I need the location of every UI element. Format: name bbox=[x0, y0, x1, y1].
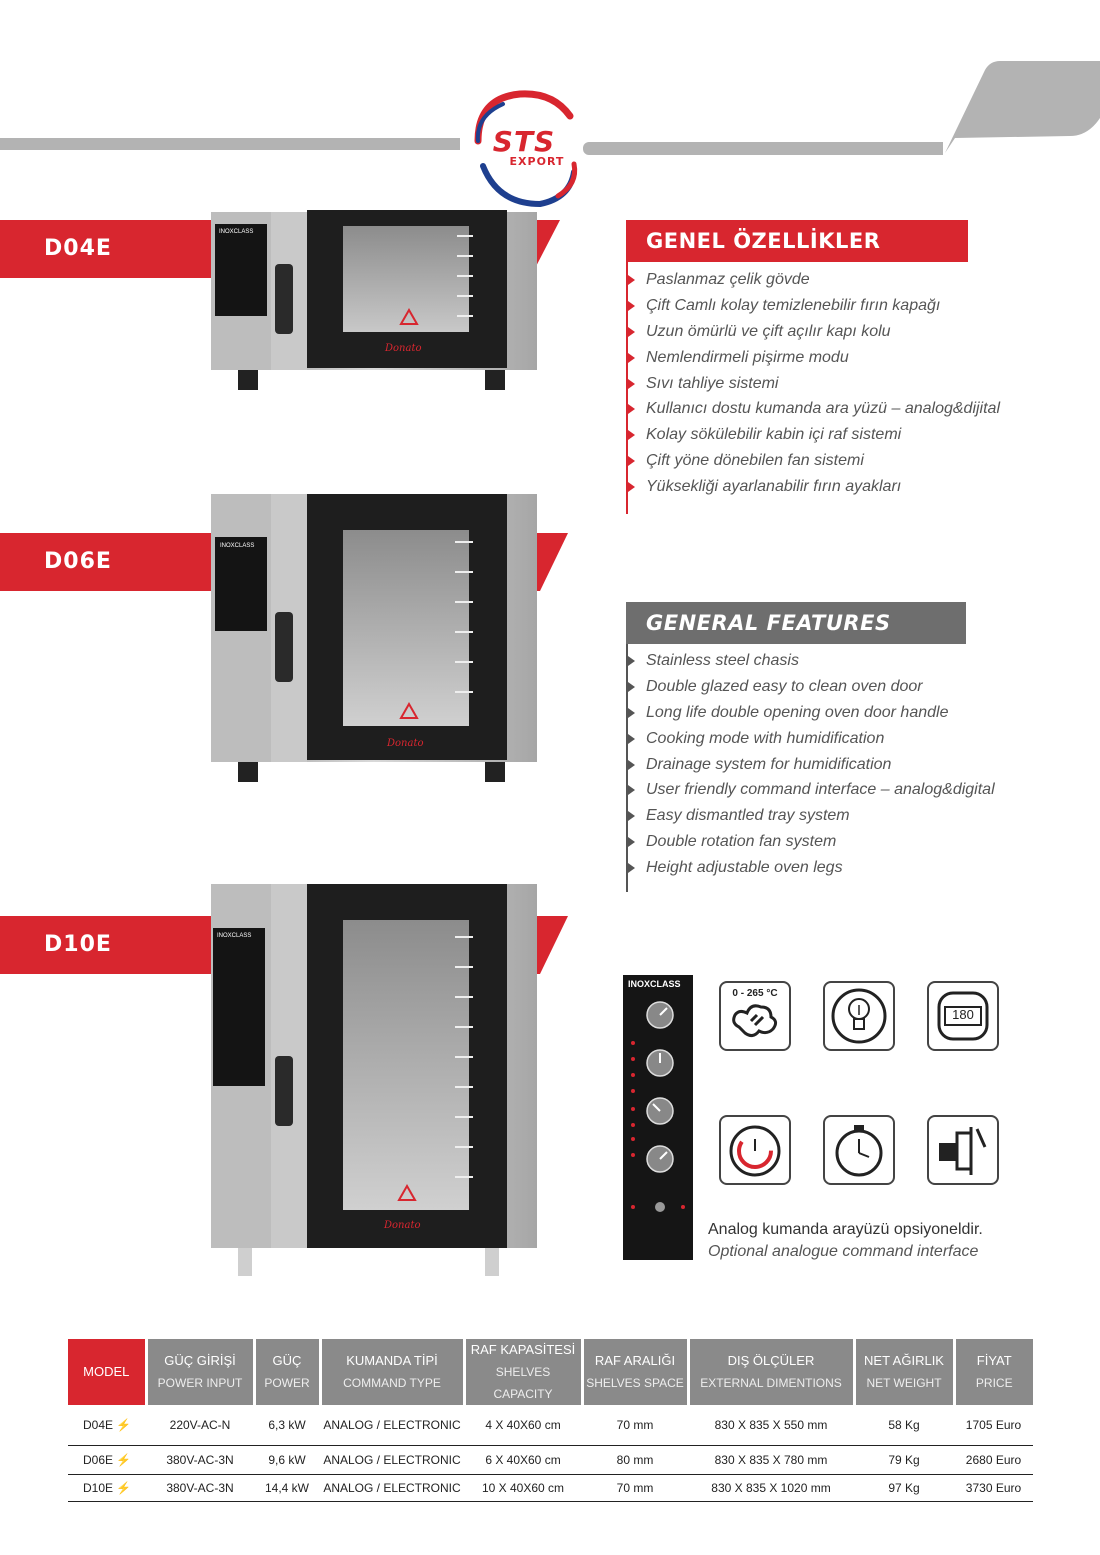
list-item: Double rotation fan system bbox=[628, 832, 995, 858]
cell-shelves-space: 70 mm bbox=[582, 1474, 688, 1501]
cell-command-type: ANALOG / ELECTRONIC bbox=[320, 1474, 464, 1501]
table-row bbox=[68, 1405, 1033, 1445]
model-label-d06e: D06E bbox=[44, 549, 112, 574]
cell-power: 6,3 kW bbox=[254, 1405, 320, 1445]
cell-net-weight: 58 Kg bbox=[854, 1405, 954, 1445]
list-item: Sıvı tahliye sistemi bbox=[628, 374, 1000, 400]
analog-caption-en: Optional analogue command interface bbox=[708, 1243, 979, 1260]
list-item: Yüksekliği ayarlanabilir fırın ayakları bbox=[628, 477, 1000, 503]
electric-icon: ⚡ bbox=[116, 1452, 131, 1467]
timer-display-icon bbox=[927, 981, 999, 1051]
cell-shelves-space: 80 mm bbox=[582, 1445, 688, 1474]
bullet-arrow-icon bbox=[628, 837, 635, 847]
bullet-arrow-icon bbox=[628, 734, 635, 744]
list-item: Stainless steel chasis bbox=[628, 651, 995, 677]
thermostat-dial-icon bbox=[719, 1115, 791, 1185]
cell-power: 14,4 kW bbox=[254, 1474, 320, 1501]
list-item: Height adjustable oven legs bbox=[628, 858, 995, 884]
col-header-net-weight: NET AĞIRLIK NET WEIGHT bbox=[854, 1339, 954, 1405]
cell-model: D04E ⚡ bbox=[68, 1405, 146, 1445]
oven-d04e-panel-brand: INOXCLASS bbox=[219, 229, 254, 235]
analog-caption-tr: Analog kumanda arayüzü opsiyoneldir. bbox=[708, 1221, 983, 1238]
bullet-arrow-icon bbox=[628, 404, 635, 414]
col-header-shelves-capacity: RAF KAPASİTESİ SHELVES CAPACITY bbox=[464, 1339, 582, 1405]
features-en-list bbox=[628, 651, 995, 884]
oven-d10e-door-brand: Donato bbox=[384, 1220, 421, 1231]
list-item: Paslanmaz çelik gövde bbox=[628, 270, 1000, 296]
bullet-arrow-icon bbox=[628, 379, 635, 389]
cell-shelves-capacity: 6 X 40X60 cm bbox=[464, 1445, 582, 1474]
timer-value: 180 bbox=[952, 1007, 974, 1022]
electric-icon: ⚡ bbox=[116, 1480, 131, 1495]
bullet-arrow-icon bbox=[628, 708, 635, 718]
oven-d04e-door-brand: Donato bbox=[385, 343, 422, 354]
cell-power: 9,6 kW bbox=[254, 1445, 320, 1474]
oven-image-d06e bbox=[205, 482, 545, 784]
oven-image-d04e bbox=[205, 206, 545, 392]
bullet-arrow-icon bbox=[628, 430, 635, 440]
col-header-command-type: KUMANDA TİPİ COMMAND TYPE bbox=[320, 1339, 464, 1405]
list-item: Kullanıcı dostu kumanda ara yüzü – analog&dijital bbox=[628, 399, 1000, 425]
table-row bbox=[68, 1474, 1033, 1501]
cell-net-weight: 97 Kg bbox=[854, 1474, 954, 1501]
cell-price: 1705 Euro bbox=[954, 1405, 1033, 1445]
bullet-arrow-icon bbox=[628, 656, 635, 666]
temperature-icon bbox=[719, 981, 791, 1051]
bullet-arrow-icon bbox=[628, 482, 635, 492]
oven-d10e-panel-brand: INOXCLASS bbox=[217, 933, 252, 939]
electric-icon: ⚡ bbox=[116, 1417, 131, 1432]
cell-power-input: 380V-AC-3N bbox=[146, 1474, 254, 1501]
features-en-title: GENERAL FEATURES bbox=[626, 602, 966, 644]
logo-sub: EXPORT bbox=[509, 155, 565, 168]
bullet-arrow-icon bbox=[628, 456, 635, 466]
list-item: Nemlendirmeli pişirme modu bbox=[628, 348, 1000, 374]
features-tr-title: GENEL ÖZELLİKLER bbox=[626, 220, 968, 262]
stopwatch-icon bbox=[823, 1115, 895, 1185]
temperature-range-label: 0 - 265 °C bbox=[732, 988, 778, 999]
list-item: Drainage system for humidification bbox=[628, 755, 995, 781]
cell-model: D06E ⚡ bbox=[68, 1445, 146, 1474]
cell-external-dimensions: 830 X 835 X 1020 mm bbox=[688, 1474, 854, 1501]
cell-price: 2680 Euro bbox=[954, 1445, 1033, 1474]
bullet-arrow-icon bbox=[628, 353, 635, 363]
bullet-arrow-icon bbox=[628, 275, 635, 285]
col-header-power: GÜÇ POWER bbox=[254, 1339, 320, 1405]
table-header-row bbox=[68, 1339, 1033, 1405]
list-item: Uzun ömürlü ve çift açılır kapı kolu bbox=[628, 322, 1000, 348]
col-header-shelves-space: RAF ARALIĞI SHELVES SPACE bbox=[582, 1339, 688, 1405]
analog-control-panel bbox=[623, 975, 693, 1260]
cell-command-type: ANALOG / ELECTRONIC bbox=[320, 1405, 464, 1445]
cell-shelves-space: 70 mm bbox=[582, 1405, 688, 1445]
cell-command-type: ANALOG / ELECTRONIC bbox=[320, 1445, 464, 1474]
logo-brand: STS bbox=[492, 125, 556, 158]
list-item: Çift Camlı kolay temizlenebilir fırın kapağı bbox=[628, 296, 1000, 322]
list-item: Double glazed easy to clean oven door bbox=[628, 677, 995, 703]
list-item: Kolay sökülebilir kabin içi raf sistemi bbox=[628, 425, 1000, 451]
list-item: Cooking mode with humidification bbox=[628, 729, 995, 755]
col-header-price: FİYAT PRICE bbox=[954, 1339, 1033, 1405]
cell-power-input: 220V-AC-N bbox=[146, 1405, 254, 1445]
analog-panel-brand: INOXCLASS bbox=[628, 979, 681, 989]
header-line-right bbox=[583, 142, 943, 155]
cell-price: 3730 Euro bbox=[954, 1474, 1033, 1501]
bullet-arrow-icon bbox=[628, 301, 635, 311]
list-item: User friendly command interface – analog&digital bbox=[628, 780, 995, 806]
cell-power-input: 380V-AC-3N bbox=[146, 1445, 254, 1474]
features-tr-list bbox=[628, 270, 1000, 503]
cell-external-dimensions: 830 X 835 X 550 mm bbox=[688, 1405, 854, 1445]
cell-shelves-capacity: 10 X 40X60 cm bbox=[464, 1474, 582, 1501]
bullet-arrow-icon bbox=[628, 863, 635, 873]
col-header-power-input: GÜÇ GİRİŞİ POWER INPUT bbox=[146, 1339, 254, 1405]
header-line-left bbox=[0, 138, 460, 150]
list-item: Çift yöne dönebilen fan sistemi bbox=[628, 451, 1000, 477]
oven-d06e-panel-brand: INOXCLASS bbox=[220, 543, 255, 549]
oven-d06e-door-brand: Donato bbox=[387, 738, 424, 749]
list-item: Long life double opening oven door handle bbox=[628, 703, 995, 729]
bullet-arrow-icon bbox=[628, 760, 635, 770]
cell-net-weight: 79 Kg bbox=[854, 1445, 954, 1474]
bullet-arrow-icon bbox=[628, 682, 635, 692]
cell-shelves-capacity: 4 X 40X60 cm bbox=[464, 1405, 582, 1445]
col-header-external-dimensions: DIŞ ÖLÇÜLER EXTERNAL DIMENTIONS bbox=[688, 1339, 854, 1405]
header-swoosh-decoration bbox=[900, 58, 1100, 158]
lamp-icon bbox=[823, 981, 895, 1051]
fan-motor-icon bbox=[927, 1115, 999, 1185]
cell-external-dimensions: 830 X 835 X 780 mm bbox=[688, 1445, 854, 1474]
oven-image-d10e bbox=[205, 872, 545, 1278]
spec-table bbox=[68, 1339, 1033, 1502]
list-item: Easy dismantled tray system bbox=[628, 806, 995, 832]
model-label-d04e: D04E bbox=[44, 236, 112, 261]
col-header-model: MODEL bbox=[68, 1339, 146, 1405]
bullet-arrow-icon bbox=[628, 811, 635, 821]
bullet-arrow-icon bbox=[628, 785, 635, 795]
table-row bbox=[68, 1445, 1033, 1474]
cell-model: D10E ⚡ bbox=[68, 1474, 146, 1501]
bullet-arrow-icon bbox=[628, 327, 635, 337]
model-label-d10e: D10E bbox=[44, 932, 112, 957]
